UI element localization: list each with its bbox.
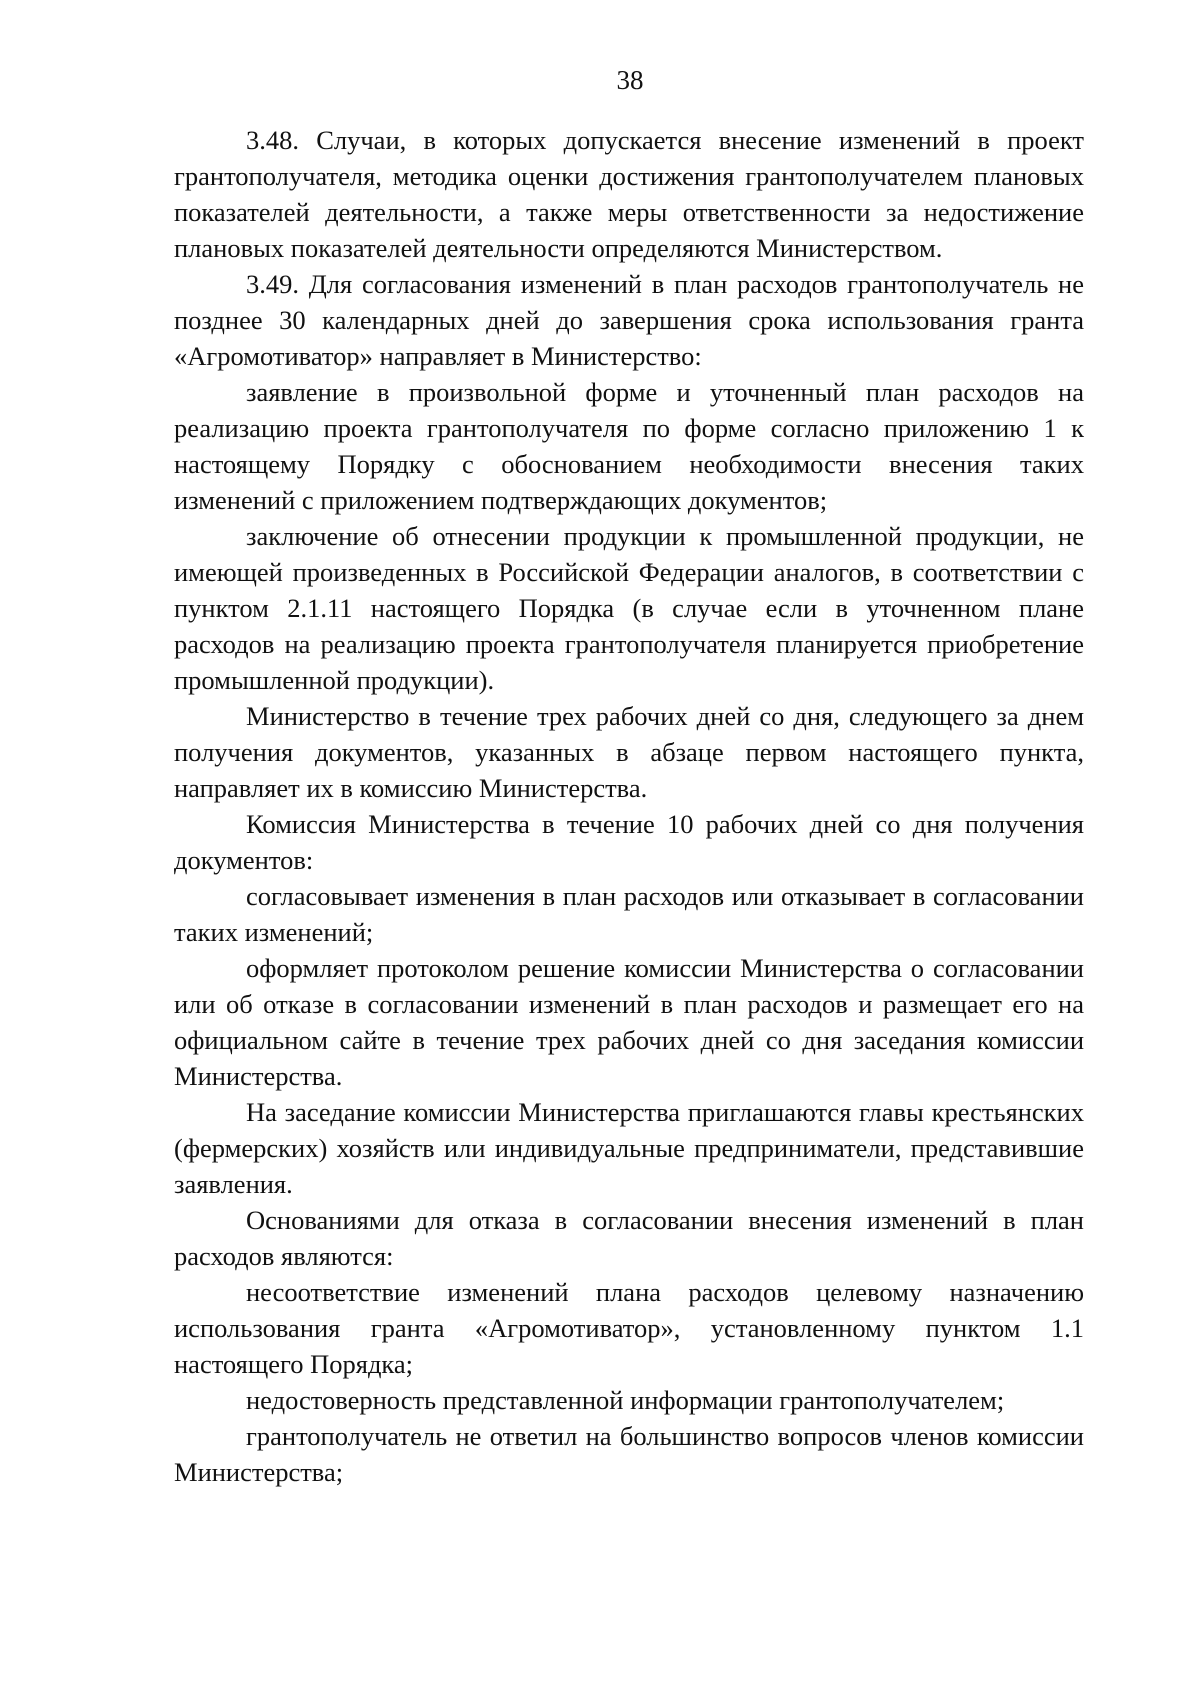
paragraph-3-48: 3.48. Случаи, в которых допускается внесение изменений в проект грантополучателя, методика оценки достижения грантополучателем плановых показателей деятельности, а также меры ответственности за недостижение плановых показателей деятельности определяются Министерством. <box>174 125 1084 263</box>
paragraph-refusal-unreliable-info: недостоверность представленной информации грантополучателем; <box>246 1385 1005 1415</box>
document-body <box>174 122 1084 1490</box>
paragraph-commission-protocol: оформляет протоколом решение комиссии Министерства о согласовании или об отказе в согласовании изменений в план расходов и размещает его на официальном сайте в течение трех рабочих дней со дня заседания комиссии Министерства. <box>174 953 1084 1091</box>
paragraph-industrial-product-conclusion: заключение об отнесении продукции к промышленной продукции, не имеющей произведенных в Российской Федерации аналогов, в соответствии с пунктом 2.1.11 настоящего Порядка (в случае если в уточненном плане расходов на реализацию проекта грантополучателя планируется приобретение промышленной продукции). <box>174 521 1084 695</box>
paragraph-meeting-invitation: На заседание комиссии Министерства приглашаются главы крестьянских (фермерских) хозяйств или индивидуальные предприниматели, представившие заявления. <box>174 1097 1084 1199</box>
paragraph-commission-review: Комиссия Министерства в течение 10 рабочих дней со дня получения документов: <box>174 809 1084 875</box>
paragraph-refusal-unanswered-questions: грантополучатель не ответил на большинство вопросов членов комиссии Министерства; <box>174 1421 1084 1487</box>
paragraph-3-49: 3.49. Для согласования изменений в план расходов грантополучатель не позднее 30 календарных дней до завершения срока использования гранта «Агромотиватор» направляет в Министерство: <box>174 269 1084 371</box>
paragraph-ministry-forwarding: Министерство в течение трех рабочих дней со дня, следующего за днем получения документов, указанных в абзаце первом настоящего пункта, направляет их в комиссию Министерства. <box>174 701 1084 803</box>
paragraph-refusal-purpose-mismatch: несоответствие изменений плана расходов целевому назначению использования гранта «Агромотиватор», установленному пунктом 1.1 настоящего Порядка; <box>174 1277 1084 1379</box>
paragraph-refusal-grounds: Основаниями для отказа в согласовании внесения изменений в план расходов являются: <box>174 1205 1084 1271</box>
paragraph-application-statement: заявление в произвольной форме и уточненный план расходов на реализацию проекта грантополучателя по форме согласно приложению 1 к настоящему Порядку с обоснованием необходимости внесения таких изменений с приложением подтверждающих документов; <box>174 377 1084 515</box>
paragraph-commission-approval: согласовывает изменения в план расходов или отказывает в согласовании таких изменений; <box>174 881 1084 947</box>
page-number: 38 <box>616 65 644 95</box>
